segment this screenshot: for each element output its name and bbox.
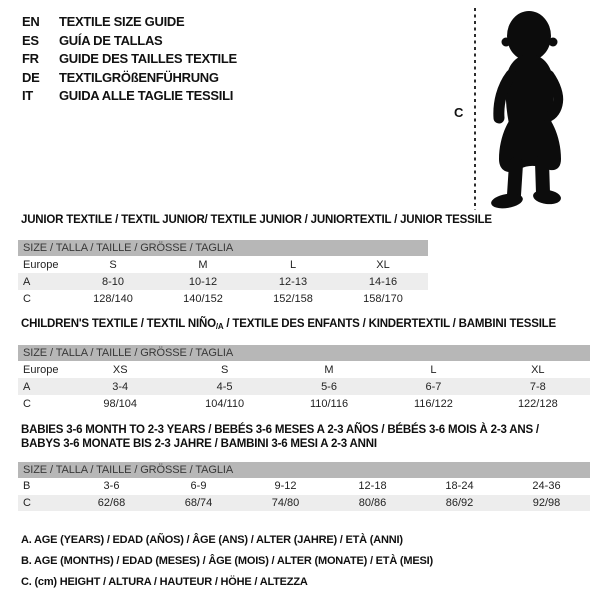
language-label: GUIDA ALLE TAGLIE TESSILI: [59, 88, 234, 103]
row-label: C: [23, 292, 31, 305]
babies-table-title: [21, 424, 581, 451]
table-cell: S: [109, 258, 117, 271]
title-line-1: BABIES 3-6 MONTH TO 2-3 YEARS / BEBÉS 3-6 MESES A 2-3 AÑOS / BÉBÉS 3-6 MOIS À 2-3 ANS /: [21, 424, 539, 436]
row-label: A: [23, 275, 31, 288]
row-label: Europe: [23, 363, 59, 376]
size-header-bar: SIZE / TALLA / TAILLE / GRÖSSE / TAGLIA: [18, 462, 590, 478]
footnote-c: C. (cm) HEIGHT / ALTURA / HAUTEUR / HÖHE / ALTEZZA: [21, 576, 308, 588]
babies-table: [18, 462, 590, 511]
table-cell: 116/122: [413, 397, 453, 410]
row-label: C: [23, 496, 31, 509]
height-measure-label: C: [454, 105, 464, 120]
title-suffix: / TEXTILE DES ENFANTS / KINDERTEXTIL / BAMBINI TESSILE: [223, 318, 556, 330]
table-cell: 98/104: [103, 397, 138, 410]
language-row-it: [22, 87, 237, 106]
child-figure: [440, 0, 600, 220]
table-cell: 4-5: [216, 380, 233, 393]
legend-footnotes: [21, 530, 433, 593]
footnote-a: A. AGE (YEARS) / EDAD (AÑOS) / ÂGE (ANS) / ALTER (JAHRE) / ETÀ (ANNI): [21, 534, 403, 546]
footnote-b: B. AGE (MONTHS) / EDAD (MESES) / ÂGE (MOIS) / ALTER (MONATE) / ETÀ (MESI): [21, 555, 433, 567]
table-cell: 80/86: [358, 496, 387, 509]
language-row-fr: [22, 50, 237, 69]
table-cell: 68/74: [184, 496, 213, 509]
row-label: C: [23, 397, 31, 410]
row-label: B: [23, 480, 31, 493]
size-header-bar: SIZE / TALLA / TAILLE / GRÖSSE / TAGLIA: [18, 345, 590, 361]
table-row-europe: [18, 361, 590, 378]
table-cell: L: [289, 258, 297, 271]
table-cell: 8-10: [101, 275, 125, 288]
table-row-height: [18, 495, 590, 512]
language-code: FR: [22, 51, 39, 66]
table-row-europe: [18, 256, 428, 273]
table-cell: 7-8: [529, 380, 546, 393]
language-label: TEXTILGRÖßENFÜHRUNG: [59, 69, 219, 85]
title-prefix: CHILDREN'S TEXTILE / TEXTIL NIÑO: [21, 318, 216, 330]
table-cell: 3-6: [103, 480, 120, 493]
table-cell: 12-13: [278, 275, 308, 288]
table-cell: 18-24: [445, 480, 474, 493]
table-cell: 24-36: [532, 480, 561, 493]
table-cell: 6-9: [190, 480, 207, 493]
table-cell: 12-18: [358, 480, 387, 493]
table-row-age: [18, 378, 590, 395]
language-code: IT: [22, 88, 33, 103]
table-cell: 14-16: [368, 275, 398, 288]
title-line-2: BABYS 3-6 MONATE BIS 2-3 JAHRE / BAMBINI 3-6 MESI A 2-3 ANNI: [21, 437, 377, 450]
table-cell: 152/158: [273, 292, 313, 305]
table-row-height: [18, 290, 428, 307]
table-cell: S: [220, 363, 229, 376]
table-cell: M: [198, 258, 208, 271]
junior-table: [18, 240, 428, 307]
table-cell: 3-4: [112, 380, 129, 393]
language-code: DE: [22, 69, 40, 85]
language-row-de: [22, 69, 237, 88]
table-cell: 110/116: [309, 397, 349, 410]
title-subscript: /A: [215, 322, 224, 331]
table-cell: 6-7: [425, 380, 442, 393]
table-cell: L: [430, 363, 437, 376]
size-header-bar: SIZE / TALLA / TAILLE / GRÖSSE / TAGLIA: [18, 240, 428, 256]
children-table: [18, 345, 590, 412]
language-label: GUÍA DE TALLAS: [59, 32, 163, 48]
table-cell: M: [324, 363, 334, 376]
row-label: A: [23, 380, 31, 393]
children-table-title: [21, 318, 556, 331]
table-cell: 128/140: [93, 292, 133, 305]
table-cell: 122/128: [517, 397, 558, 410]
table-cell: XL: [531, 363, 545, 376]
row-label: Europe: [23, 258, 59, 271]
table-cell: 158/170: [363, 292, 403, 305]
language-row-es: [22, 32, 237, 51]
toddler-silhouette-icon: [486, 8, 576, 213]
table-cell: 74/80: [271, 496, 300, 509]
table-cell: 104/110: [205, 397, 245, 410]
language-label: TEXTILE SIZE GUIDE: [59, 14, 185, 29]
language-row-en: [22, 13, 237, 32]
language-code: ES: [22, 32, 39, 48]
table-cell: XL: [376, 258, 390, 271]
language-list: [22, 13, 237, 106]
language-label: GUIDE DES TAILLES TEXTILE: [59, 51, 237, 66]
table-cell: 92/98: [532, 496, 561, 509]
table-cell: XS: [112, 363, 128, 376]
table-cell: 5-6: [321, 380, 337, 393]
table-cell: 9-12: [274, 480, 297, 493]
table-cell: 62/68: [97, 496, 126, 509]
table-cell: 10-12: [188, 275, 218, 288]
table-cell: 140/152: [183, 292, 223, 305]
table-row-height: [18, 395, 590, 412]
junior-table-title: JUNIOR TEXTILE / TEXTIL JUNIOR/ TEXTILE JUNIOR / JUNIORTEXTIL / JUNIOR TESSILE: [21, 214, 492, 226]
language-code: EN: [22, 14, 40, 29]
table-row-age-months: [18, 478, 590, 495]
height-measure-dotted-line: [474, 8, 476, 210]
table-cell: 86/92: [445, 496, 474, 509]
table-row-age: [18, 273, 428, 290]
